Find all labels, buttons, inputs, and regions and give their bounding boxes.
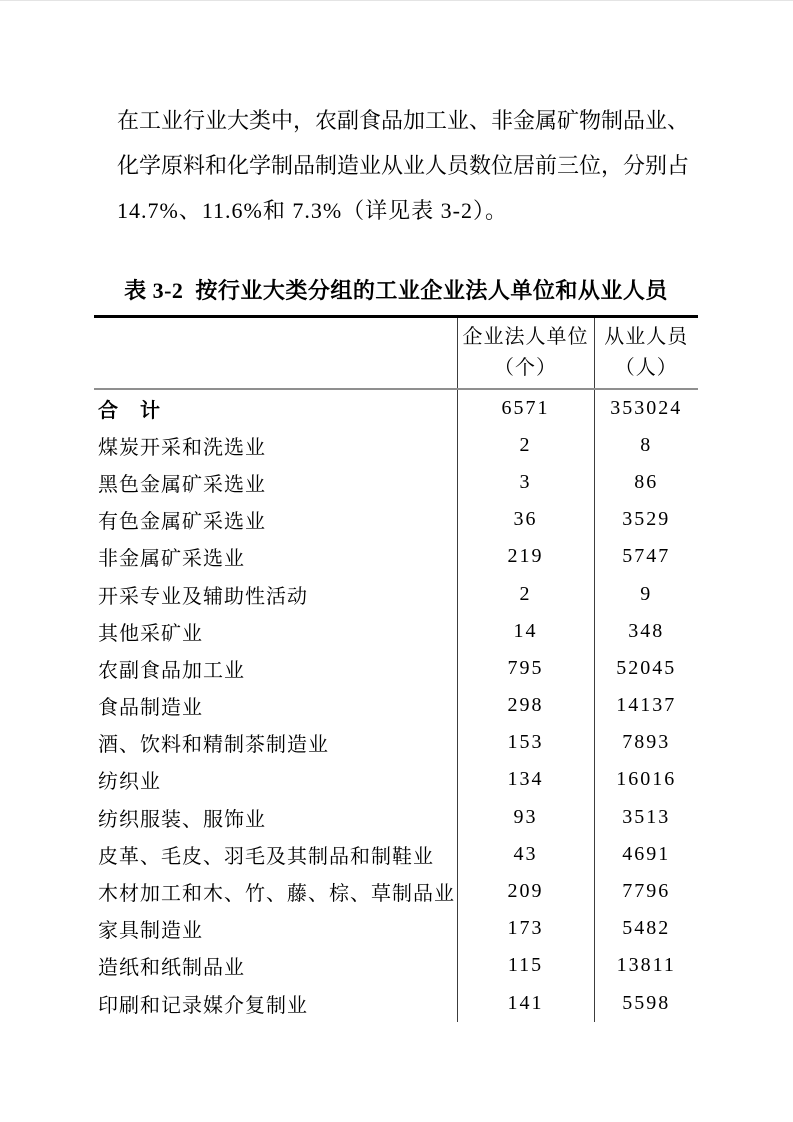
cell-employees: 13811 <box>594 947 698 984</box>
table-row <box>94 687 698 724</box>
table-row <box>94 910 698 947</box>
table-body <box>94 389 698 1022</box>
cell-employees: 5598 <box>594 985 698 1022</box>
cell-employees: 4691 <box>594 836 698 873</box>
cell-industry-label: 农副食品加工业 <box>98 659 245 682</box>
cell-legal-entities: 2 <box>457 427 594 464</box>
cell-industry-label: 非金属矿采选业 <box>98 548 245 571</box>
cell-industry-label: 造纸和纸制品业 <box>98 957 245 980</box>
cell-legal-entities: 298 <box>457 687 594 724</box>
cell-industry-label: 皮革、毛皮、羽毛及其制品和制鞋业 <box>98 845 434 868</box>
cell-legal-entities: 134 <box>457 761 594 798</box>
table-title: 表 3-2 按行业大类分组的工业企业法人单位和从业人员 <box>124 278 668 303</box>
cell-employees: 5747 <box>594 538 698 575</box>
cell-employees: 9 <box>594 575 698 612</box>
cell-employees: 5482 <box>594 910 698 947</box>
header-legal-entities-line2: （个） <box>494 356 557 379</box>
cell-industry-label: 印刷和记录媒介复制业 <box>98 994 308 1017</box>
cell-employees: 7893 <box>594 724 698 761</box>
table-row <box>94 799 698 836</box>
table-row <box>94 650 698 687</box>
cell-employees: 3529 <box>594 501 698 538</box>
cell-legal-entities: 173 <box>457 910 594 947</box>
table-row <box>94 985 698 1022</box>
cell-industry-label: 合 计 <box>98 399 161 422</box>
cell-legal-entities: 153 <box>457 724 594 761</box>
header-legal-entities <box>457 317 594 389</box>
header-employees <box>594 317 698 389</box>
cell-employees: 8 <box>594 427 698 464</box>
header-employees-line1: 从业人员 <box>604 325 689 348</box>
cell-employees: 3513 <box>594 799 698 836</box>
table-row <box>94 873 698 910</box>
cell-industry-label: 纺织业 <box>98 771 161 794</box>
cell-legal-entities: 6571 <box>457 389 594 427</box>
cell-legal-entities: 219 <box>457 538 594 575</box>
cell-legal-entities: 36 <box>457 501 594 538</box>
cell-industry-label: 家具制造业 <box>98 920 203 943</box>
cell-employees: 353024 <box>594 389 698 427</box>
cell-legal-entities: 14 <box>457 613 594 650</box>
table-row <box>94 427 698 464</box>
table-header-row <box>94 317 698 389</box>
table-row <box>94 724 698 761</box>
industry-stats-table <box>94 315 698 1022</box>
table-row <box>94 613 698 650</box>
cell-legal-entities: 795 <box>457 650 594 687</box>
table-row <box>94 836 698 873</box>
cell-employees: 348 <box>594 613 698 650</box>
cell-industry-label: 纺织服装、服饰业 <box>98 808 266 831</box>
cell-industry-label: 开采专业及辅助性活动 <box>98 585 308 608</box>
cell-employees: 52045 <box>594 650 698 687</box>
header-legal-entities-line1: 企业法人单位 <box>462 325 589 348</box>
cell-industry-label: 其他采矿业 <box>98 622 203 645</box>
cell-legal-entities: 3 <box>457 464 594 501</box>
table-row <box>94 501 698 538</box>
cell-employees: 16016 <box>594 761 698 798</box>
cell-industry-label: 食品制造业 <box>98 697 203 720</box>
table-row <box>94 761 698 798</box>
header-employees-line2: （人） <box>614 356 678 379</box>
header-industry-blank <box>94 317 457 389</box>
cell-industry-label: 煤炭开采和洗选业 <box>98 436 266 459</box>
table-row <box>94 947 698 984</box>
table-row <box>94 575 698 612</box>
paragraph-line: 化学原料和化学制品制造业从业人员数位居前三位，分别占 <box>117 153 690 178</box>
table-row <box>94 389 698 427</box>
intro-paragraph <box>117 98 690 233</box>
cell-industry-label: 酒、饮料和精制茶制造业 <box>98 734 329 757</box>
cell-legal-entities: 2 <box>457 575 594 612</box>
paragraph-line: 14.7%、11.6%和 7.3%（详见表 3-2）。 <box>117 198 508 223</box>
cell-industry-label: 木材加工和木、竹、藤、棕、草制品业 <box>98 883 455 906</box>
cell-legal-entities: 115 <box>457 947 594 984</box>
cell-legal-entities: 93 <box>457 799 594 836</box>
table-row <box>94 464 698 501</box>
cell-legal-entities: 209 <box>457 873 594 910</box>
cell-legal-entities: 141 <box>457 985 594 1022</box>
cell-employees: 7796 <box>594 873 698 910</box>
cell-industry-label: 黑色金属矿采选业 <box>98 473 266 496</box>
cell-legal-entities: 43 <box>457 836 594 873</box>
cell-employees: 86 <box>594 464 698 501</box>
paragraph-line: 在工业行业大类中，农副食品加工业、非金属矿物制品业、 <box>117 108 690 133</box>
cell-employees: 14137 <box>594 687 698 724</box>
table-row <box>94 538 698 575</box>
cell-industry-label: 有色金属矿采选业 <box>98 511 266 534</box>
